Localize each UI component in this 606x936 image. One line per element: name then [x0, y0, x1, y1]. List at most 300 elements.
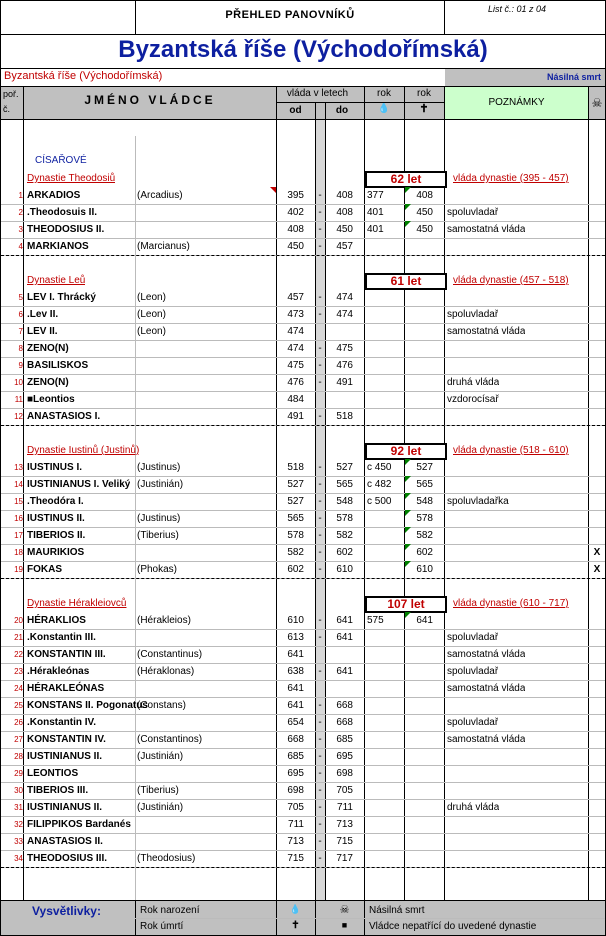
ruler-name: ARKADIOS — [27, 190, 81, 201]
birth-year — [367, 697, 403, 714]
ruler-number: 7 — [18, 327, 23, 336]
birth-year: c 482 — [367, 479, 392, 490]
violent-death-mark — [589, 187, 605, 204]
violent-death-mark — [589, 476, 605, 493]
ruler-note: samostatná vláda — [447, 224, 526, 235]
ruler-name: BASILISKOS — [27, 360, 89, 371]
reign-from: 518 — [287, 462, 304, 473]
col-to: do — [335, 105, 349, 116]
ruler-name: ZENO(N) — [27, 343, 69, 354]
legend-born: Rok narození — [140, 905, 200, 916]
ruler-row — [0, 850, 606, 867]
violent-death-mark — [589, 391, 605, 408]
reign-to — [325, 680, 353, 697]
death-year — [405, 391, 433, 408]
ruler-note: samostatná vláda — [447, 734, 526, 745]
ruler-latin-name: (Justinus) — [137, 462, 181, 473]
ruler-name: THEODOSIUS II. — [27, 224, 105, 235]
ruler-number: 18 — [14, 548, 23, 557]
violent-death-mark — [589, 357, 605, 374]
dynasty-years: 107 let — [365, 596, 447, 613]
ruler-row — [0, 204, 606, 221]
skull-icon: ☠ — [591, 96, 603, 110]
ruler-name: KONSTANTIN IV. — [27, 734, 106, 745]
col-num-bottom: č. — [3, 104, 11, 114]
ruler-number: 22 — [14, 650, 23, 659]
ruler-name: MARKIANOS — [27, 241, 89, 252]
ruler-row — [0, 238, 606, 255]
death-year: 450 — [416, 224, 433, 235]
violent-death-mark — [589, 323, 605, 340]
ruler-row — [0, 544, 606, 561]
ruler-row — [0, 476, 606, 493]
comment-marker — [405, 476, 411, 482]
comment-marker — [405, 544, 411, 550]
ruler-name: .Hérakleónas — [27, 666, 90, 677]
death-year — [405, 663, 433, 680]
reign-dash: - — [318, 717, 322, 728]
reign-to: 641 — [336, 632, 353, 643]
ruler-row — [0, 289, 606, 306]
ruler-name: FILIPPIKOS Bardanés — [27, 819, 131, 830]
ruler-note: spoluvladař — [447, 309, 499, 320]
reign-to: 705 — [336, 785, 353, 796]
ruler-name: ANASTASIOS I. — [27, 411, 101, 422]
birth-year — [367, 340, 403, 357]
legend-label: Vysvětlivky: — [32, 904, 101, 918]
ruler-row — [0, 306, 606, 323]
comment-marker — [405, 561, 411, 567]
ruler-note: spoluvladařka — [447, 496, 509, 507]
reign-dash: - — [318, 564, 322, 575]
death-year — [405, 714, 433, 731]
reign-to: 641 — [336, 666, 353, 677]
ruler-latin-name: (Leon) — [137, 326, 166, 337]
reign-dash: - — [318, 734, 322, 745]
dynasty-note: vláda dynastie (395 - 457) — [453, 173, 569, 184]
death-year: 602 — [416, 547, 433, 558]
sheet-number: List č.: 01 z 04 — [488, 4, 547, 14]
ruler-row — [0, 323, 606, 340]
legend-foreign: Vládce nepatřící do uvedené dynastie — [369, 921, 537, 932]
ruler-note: samostatná vláda — [447, 326, 526, 337]
reign-from: 638 — [287, 666, 304, 677]
violent-death-mark — [589, 306, 605, 323]
drop-icon: 💧 — [377, 103, 391, 114]
violent-death-mark — [589, 714, 605, 731]
dynasty-name: Dynastie Leů — [27, 275, 86, 286]
dynasty-header — [0, 442, 606, 459]
ruler-number: 31 — [14, 803, 23, 812]
death-year: 641 — [416, 615, 433, 626]
dynasty-name: Dynastie Hérakleiovců — [27, 598, 127, 609]
reign-from: 475 — [287, 360, 304, 371]
dynasty-header — [0, 272, 606, 289]
reign-dash: - — [318, 547, 322, 558]
death-year — [405, 850, 433, 867]
col-reign: vláda v letech — [286, 88, 349, 99]
birth-year — [367, 646, 403, 663]
ruler-number: 10 — [14, 378, 23, 387]
reign-dash: - — [318, 530, 322, 541]
ruler-name: HÉRAKLEÓNAS — [27, 683, 105, 694]
ruler-name: FOKAS — [27, 564, 62, 575]
legend-square-icon: ■ — [341, 920, 348, 930]
violent-death-mark — [589, 459, 605, 476]
birth-year — [367, 748, 403, 765]
birth-year — [367, 714, 403, 731]
ruler-number: 28 — [14, 752, 23, 761]
ruler-number: 26 — [14, 718, 23, 727]
ruler-row — [0, 697, 606, 714]
death-year — [405, 408, 433, 425]
ruler-number: 30 — [14, 786, 23, 795]
ruler-latin-name: (Justinián) — [137, 802, 184, 813]
birth-year — [367, 306, 403, 323]
death-year — [405, 697, 433, 714]
ruler-name: TIBERIOS II. — [27, 530, 86, 541]
violent-death-mark — [589, 408, 605, 425]
ruler-latin-name: (Theodosius) — [137, 853, 196, 864]
reign-from: 476 — [287, 377, 304, 388]
violent-death-mark — [589, 510, 605, 527]
section-title: Byzantská říše (Východořímská) — [4, 70, 163, 82]
ruler-number: 11 — [14, 395, 23, 404]
birth-year — [367, 663, 403, 680]
birth-year — [367, 544, 403, 561]
ruler-name: ZENO(N) — [27, 377, 69, 388]
reign-from: 641 — [287, 700, 304, 711]
ruler-note: spoluvladař — [447, 666, 499, 677]
ruler-row — [0, 714, 606, 731]
reign-from: 527 — [287, 496, 304, 507]
violent-death-mark — [589, 765, 605, 782]
reign-from: 668 — [287, 734, 304, 745]
reign-dash: - — [318, 377, 322, 388]
ruler-row — [0, 612, 606, 629]
ruler-name: .Konstantin IV. — [27, 717, 97, 728]
legend-drop-icon: 💧 — [289, 904, 302, 914]
ruler-row — [0, 340, 606, 357]
violent-death-mark — [589, 850, 605, 867]
death-year — [405, 816, 433, 833]
dynasty-header — [0, 595, 606, 612]
reign-from: 484 — [287, 394, 304, 405]
death-year — [405, 629, 433, 646]
death-year: 450 — [416, 207, 433, 218]
ruler-row — [0, 799, 606, 816]
reign-to: 698 — [336, 768, 353, 779]
ruler-latin-name: (Tiberius) — [137, 530, 179, 541]
ruler-name: .Theodóra I. — [27, 496, 84, 507]
ruler-name: TIBERIOS III. — [27, 785, 89, 796]
ruler-number: 4 — [18, 242, 23, 251]
death-year — [405, 357, 433, 374]
death-year — [405, 323, 433, 340]
ruler-number: 12 — [14, 412, 23, 421]
death-year: 527 — [416, 462, 433, 473]
reign-dash: - — [318, 615, 322, 626]
ruler-note: druhá vláda — [447, 377, 500, 388]
reign-from: 705 — [287, 802, 304, 813]
ruler-number: 32 — [14, 820, 23, 829]
reign-dash: - — [318, 700, 322, 711]
birth-year — [367, 765, 403, 782]
ruler-latin-name: (Marcianus) — [137, 241, 190, 252]
birth-year — [367, 357, 403, 374]
ruler-number: 27 — [14, 735, 23, 744]
death-year: 578 — [416, 513, 433, 524]
death-year — [405, 238, 433, 255]
dynasty-separator — [1, 425, 605, 426]
ruler-number: 20 — [14, 616, 23, 625]
reign-to: 476 — [336, 360, 353, 371]
violent-death-mark — [589, 612, 605, 629]
ruler-number: 8 — [18, 344, 23, 353]
dynasty-separator — [1, 255, 605, 256]
death-year — [405, 833, 433, 850]
ruler-row — [0, 408, 606, 425]
ruler-latin-name: (Constantinus) — [137, 649, 203, 660]
col-num-top: poř. — [3, 89, 19, 99]
reign-dash: - — [318, 224, 322, 235]
ruler-note: spoluvladař — [447, 632, 499, 643]
comment-marker — [405, 612, 411, 618]
death-year — [405, 731, 433, 748]
reign-to: 491 — [336, 377, 353, 388]
ruler-latin-name: (Justinián) — [137, 751, 184, 762]
ruler-row — [0, 782, 606, 799]
emperors-label: CÍSAŘOVÉ — [35, 155, 87, 166]
violent-death-mark — [589, 493, 605, 510]
death-year — [405, 340, 433, 357]
dynasty-header — [0, 170, 606, 187]
ruler-row — [0, 221, 606, 238]
death-year — [405, 374, 433, 391]
violent-death-mark — [589, 697, 605, 714]
reign-to: 408 — [336, 207, 353, 218]
dynasty-years: 61 let — [365, 273, 447, 290]
reign-to: 695 — [336, 751, 353, 762]
ruler-number: 14 — [14, 480, 23, 489]
ruler-row — [0, 510, 606, 527]
death-year — [405, 646, 433, 663]
reign-from: 641 — [287, 649, 304, 660]
ruler-number: 19 — [14, 565, 23, 574]
dynasty-years: 62 let — [365, 171, 447, 188]
ruler-row — [0, 646, 606, 663]
ruler-row — [0, 663, 606, 680]
reign-from: 474 — [287, 326, 304, 337]
reign-dash: - — [318, 462, 322, 473]
reign-to: 527 — [336, 462, 353, 473]
comment-marker — [405, 221, 411, 227]
reign-from: 450 — [287, 241, 304, 252]
ruler-latin-name: (Justinián) — [137, 479, 184, 490]
birth-year — [367, 374, 403, 391]
reign-to: 668 — [336, 717, 353, 728]
reign-from: 473 — [287, 309, 304, 320]
birth-year — [367, 238, 403, 255]
reign-dash: - — [318, 292, 322, 303]
reign-dash: - — [318, 785, 322, 796]
reign-to: 641 — [336, 615, 353, 626]
ruler-latin-name: (Hérakleios) — [137, 615, 191, 626]
violent-death-mark — [589, 663, 605, 680]
ruler-row — [0, 527, 606, 544]
ruler-name: ■Leontios — [27, 394, 75, 405]
comment-marker — [405, 204, 411, 210]
col-year-born: rok — [377, 88, 391, 99]
ruler-number: 3 — [18, 225, 23, 234]
ruler-number: 13 — [14, 463, 23, 472]
ruler-name: IUSTINUS II. — [27, 513, 85, 524]
ruler-latin-name: (Héraklonas) — [137, 666, 195, 677]
ruler-row — [0, 374, 606, 391]
reign-to: 548 — [336, 496, 353, 507]
reign-to: 602 — [336, 547, 353, 558]
dynasty-separator — [1, 867, 605, 868]
ruler-note: spoluvladař — [447, 717, 499, 728]
ruler-number: 1 — [18, 191, 23, 200]
reign-dash: - — [318, 853, 322, 864]
violent-death-mark — [589, 799, 605, 816]
reign-dash: - — [318, 360, 322, 371]
ruler-row — [0, 493, 606, 510]
ruler-name: .Konstantin III. — [27, 632, 96, 643]
reign-dash: - — [318, 802, 322, 813]
ruler-name: IUSTINIANUS II. — [27, 751, 103, 762]
ruler-latin-name: (Phokas) — [137, 564, 178, 575]
birth-year: c 450 — [367, 462, 392, 473]
reign-to: 715 — [336, 836, 353, 847]
birth-year — [367, 561, 403, 578]
birth-year — [367, 850, 403, 867]
ruler-name: LEV II. — [27, 326, 58, 337]
birth-year — [367, 731, 403, 748]
birth-year — [367, 833, 403, 850]
birth-year — [367, 629, 403, 646]
death-year: 565 — [416, 479, 433, 490]
violent-death-mark — [589, 340, 605, 357]
reign-to: 565 — [336, 479, 353, 490]
ruler-row — [0, 731, 606, 748]
reign-to — [325, 323, 353, 340]
reign-dash: - — [318, 207, 322, 218]
violent-death-mark — [589, 221, 605, 238]
dynasty-name: Dynastie Iustinů (Justinů) — [27, 445, 140, 456]
reign-dash: - — [318, 836, 322, 847]
reign-to: 450 — [336, 224, 353, 235]
dynasty-note: vláda dynastie (457 - 518) — [453, 275, 569, 286]
reign-from: 654 — [287, 717, 304, 728]
ruler-number: 34 — [14, 854, 23, 863]
reign-from: 395 — [287, 190, 304, 201]
reign-to: 685 — [336, 734, 353, 745]
reign-to: 610 — [336, 564, 353, 575]
birth-year — [367, 782, 403, 799]
ruler-row — [0, 748, 606, 765]
reign-to: 578 — [336, 513, 353, 524]
ruler-note: spoluvladař — [447, 207, 499, 218]
reign-from: 565 — [287, 513, 304, 524]
ruler-name: LEV I. Thrácký — [27, 292, 96, 303]
ruler-row — [0, 459, 606, 476]
birth-year: 377 — [367, 190, 384, 201]
dynasty-name: Dynastie Theodosiů — [27, 173, 116, 184]
ruler-number: 16 — [14, 514, 23, 523]
ruler-name: KONSTANS II. Pogonatus — [27, 700, 148, 711]
ruler-row — [0, 357, 606, 374]
ruler-note: druhá vláda — [447, 802, 500, 813]
violent-death-mark: X — [593, 564, 601, 575]
ruler-row — [0, 561, 606, 578]
comment-marker-red — [270, 187, 276, 193]
ruler-latin-name: (Leon) — [137, 309, 166, 320]
reign-from: 582 — [287, 547, 304, 558]
reign-from: 610 — [287, 615, 304, 626]
ruler-row — [0, 680, 606, 697]
dynasty-note: vláda dynastie (518 - 610) — [453, 445, 569, 456]
ruler-number: 25 — [14, 701, 23, 710]
comment-marker — [405, 459, 411, 465]
death-year — [405, 799, 433, 816]
col-year-died: rok — [417, 88, 431, 99]
col-from: od — [289, 105, 302, 116]
reign-dash: - — [318, 632, 322, 643]
reign-dash: - — [318, 513, 322, 524]
comment-marker — [405, 493, 411, 499]
violent-death-mark — [589, 748, 605, 765]
reign-dash: - — [318, 241, 322, 252]
ruler-latin-name: (Tiberius) — [137, 785, 179, 796]
col-name: JMÉNO VLÁDCE — [84, 93, 216, 107]
ruler-number: 29 — [14, 769, 23, 778]
birth-year — [367, 680, 403, 697]
dynasty-separator — [1, 578, 605, 579]
birth-year — [367, 816, 403, 833]
ruler-number: 2 — [18, 208, 23, 217]
death-year: 582 — [416, 530, 433, 541]
violent-death-mark — [589, 782, 605, 799]
ruler-latin-name: (Constantinos) — [137, 734, 203, 745]
ruler-latin-name: (Leon) — [137, 292, 166, 303]
violent-death-mark — [589, 680, 605, 697]
reign-to — [325, 391, 353, 408]
dynasty-note: vláda dynastie (610 - 717) — [453, 598, 569, 609]
ruler-name: ANASTASIOS II. — [27, 836, 103, 847]
reign-to: 717 — [336, 853, 353, 864]
legend-cross-icon: ✝ — [291, 920, 300, 931]
reign-from: 527 — [287, 479, 304, 490]
death-year — [405, 765, 433, 782]
death-year: 548 — [416, 496, 433, 507]
reign-to: 457 — [336, 241, 353, 252]
violent-death-mark — [589, 731, 605, 748]
ruler-latin-name: (Arcadius) — [137, 190, 183, 201]
birth-year — [367, 323, 403, 340]
ruler-name: HÉRAKLIOS — [27, 615, 86, 626]
comment-marker — [405, 510, 411, 516]
ruler-note: samostatná vláda — [447, 649, 526, 660]
legend-skull-icon: ☠ — [339, 904, 350, 916]
reign-to: 474 — [336, 292, 353, 303]
reign-to: 475 — [336, 343, 353, 354]
birth-year — [367, 510, 403, 527]
ruler-number: 6 — [18, 310, 23, 319]
reign-to: 474 — [336, 309, 353, 320]
page-subtitle: PŘEHLED PANOVNÍKŮ — [225, 9, 355, 21]
